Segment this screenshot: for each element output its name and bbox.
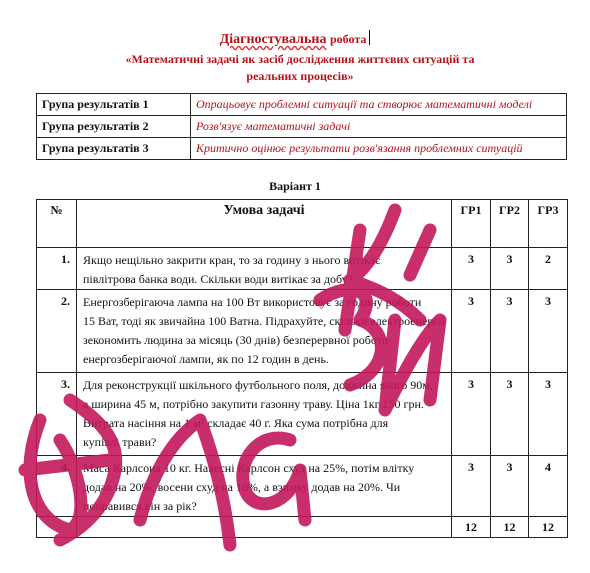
task-line: а ширина 45 м, потрібно закупити газонну траву. Ціна 1кг 150 грн.: [83, 397, 424, 411]
task-row-1: [37, 248, 568, 290]
title-main: Діагностувальна: [219, 32, 327, 47]
score-group-1: 3: [452, 456, 491, 517]
result-group-row-3: [37, 138, 567, 160]
score-group-2: 3: [491, 456, 529, 517]
task-row-4: [37, 456, 568, 517]
result-group-label: Група результатів 1: [37, 94, 191, 116]
score-group-1: 3: [452, 290, 491, 373]
result-group-label: Група результатів 2: [37, 116, 191, 138]
score-group-2: 3: [491, 290, 529, 373]
task-number: 2.: [37, 290, 77, 373]
score-group-3: 2: [529, 248, 568, 290]
task-line: 15 Ват, тоді як звичайна 100 Ватна. Підрахуйте, скільки електроенергії: [83, 314, 445, 328]
score-group-3: 4: [529, 456, 568, 517]
totals-row: [37, 517, 568, 538]
header-condition: Умова задачі: [77, 200, 452, 248]
task-condition: [77, 456, 452, 517]
task-number: 4.: [37, 456, 77, 517]
score-group-3: 3: [529, 373, 568, 456]
task-condition: [77, 248, 452, 290]
totals-empty-cell: [37, 517, 77, 538]
result-groups-table: [36, 93, 567, 160]
score-group-2: 3: [491, 248, 529, 290]
task-line: Для реконструкції шкільного футбольного поля, довжина якого 90м,: [83, 378, 433, 392]
score-group-1: 3: [452, 248, 491, 290]
result-group-label: Група результатів 3: [37, 138, 191, 160]
result-group-description: Опрацьовує проблемні ситуації та створює математичні моделі: [191, 94, 567, 116]
result-group-row-2: [37, 116, 567, 138]
subtitle-line-2: реальних процесів»: [246, 69, 354, 83]
header-number: №: [37, 200, 77, 248]
score-group-1: 3: [452, 373, 491, 456]
header-group-1: ГР1: [452, 200, 491, 248]
task-line: купівлі трави?: [83, 435, 157, 449]
total-group-3: 12: [529, 517, 568, 538]
result-group-row-1: [37, 94, 567, 116]
task-line: Енергозберігаюча лампа на 100 Вт використовує за годину роботи: [83, 295, 422, 309]
score-group-3: 3: [529, 290, 568, 373]
score-group-2: 3: [491, 373, 529, 456]
header-group-3: ГР3: [529, 200, 568, 248]
task-line: енергозберігаючої лампи, як по 12 годин в день.: [83, 352, 329, 366]
task-line: зекономить людина за місяць (30 днів) безперервної роботи: [83, 333, 389, 347]
task-line: додав на 20%, восени схуд на 10%, а взимку додав на 20%. Чи: [83, 480, 401, 494]
totals-empty-cell: [77, 517, 452, 538]
task-row-3: [37, 373, 568, 456]
task-condition: [77, 290, 452, 373]
task-line: Маса Карлсона 10 кг. Навесні Карлсон схуд на 25%, потім влітку: [83, 461, 415, 475]
task-condition: [77, 373, 452, 456]
task-line: півлітрова банка води. Скільки води витікає за добу?: [83, 272, 353, 286]
task-number: 3.: [37, 373, 77, 456]
header-group-2: ГР2: [491, 200, 529, 248]
result-group-description: Критично оцінює результати розв'язання проблемних ситуацій: [191, 138, 567, 160]
task-row-2: [37, 290, 568, 373]
text-cursor: [369, 30, 370, 45]
title-tail: робота: [329, 32, 367, 46]
document-title: [0, 30, 590, 48]
total-group-1: 12: [452, 517, 491, 538]
task-line: Якщо нещільно закрити кран, то за годину з нього витікає: [83, 253, 381, 267]
tasks-header-row: [37, 200, 568, 248]
subtitle-line-1: «Математичні задачі як засіб дослідження життєвих ситуацій та: [125, 52, 475, 66]
total-group-2: 12: [491, 517, 529, 538]
result-group-description: Розв'язує математичні задачі: [191, 116, 567, 138]
tasks-table: [36, 199, 568, 538]
variant-heading: Варіант 1: [269, 179, 321, 193]
task-line: поправився він за рік?: [83, 499, 197, 513]
task-line: Витрата насіння на 1 м² складає 40 г. Яка сума потрібна для: [83, 416, 389, 430]
task-number: 1.: [37, 248, 77, 290]
